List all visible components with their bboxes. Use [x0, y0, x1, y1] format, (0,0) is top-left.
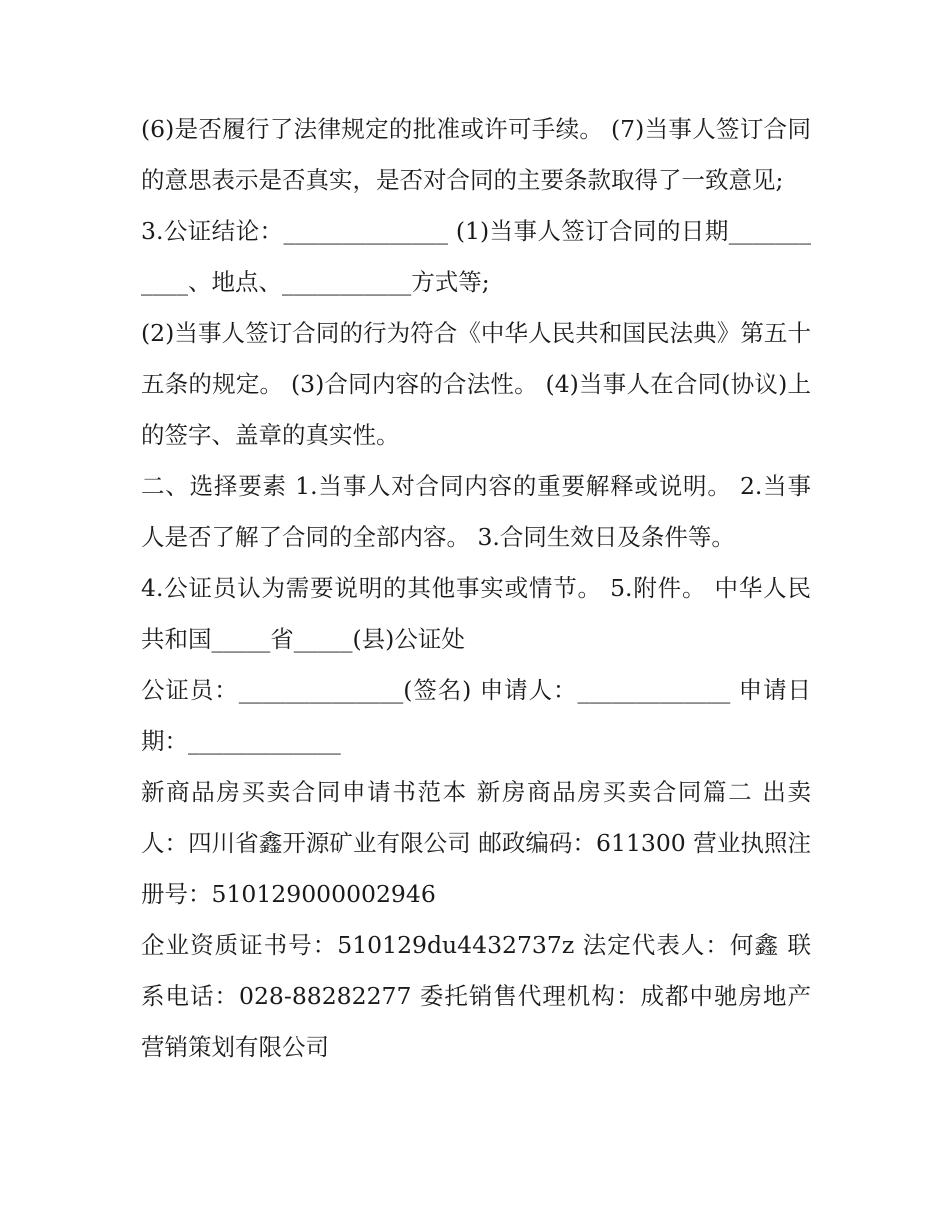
- paragraph-notary-conclusion: 3.公证结论：______________ (1)当事人签订合同的日期___________、地点、___________方式等;: [141, 217, 811, 296]
- paragraph-legality: (2)当事人签订合同的行为符合《中华人民共和国民法典》第五十五条的规定。 (3)合同内容的合法性。 (4)当事人在合同(协议)上的签字、盖章的真实性。: [141, 319, 811, 449]
- paragraph-review-items: (6)是否履行了法律规定的批准或许可手续。 (7)当事人签订合同的意思表示是否真实，是否对合同的主要条款取得了一致意见;: [141, 115, 811, 194]
- paragraph-seller-info: 新商品房买卖合同申请书范本 新房商品房买卖合同篇二 出卖人：四川省鑫开源矿业有限公司 邮政编码：611300 营业执照注册号：510129000002946: [141, 778, 811, 908]
- paragraph-optional-elements: 二、选择要素 1.当事人对合同内容的重要解释或说明。 2.当事人是否了解了合同的全部内容。 3.合同生效日及条件等。: [141, 472, 811, 551]
- paragraph-notary-office: 4.公证员认为需要说明的其他事实或情节。 5.附件。 中华人民共和国_____省_____(县)公证处: [141, 574, 811, 653]
- paragraph-signatures: 公证员：______________(签名) 申请人：_____________ 申请日期：_____________: [141, 676, 811, 755]
- paragraph-qualification-info: 企业资质证书号：510129du4432737z 法定代表人：何鑫 联系电话：028-88282277 委托销售代理机构：成都中驰房地产营销策划有限公司: [141, 931, 811, 1061]
- document-page: [141, 104, 811, 1073]
